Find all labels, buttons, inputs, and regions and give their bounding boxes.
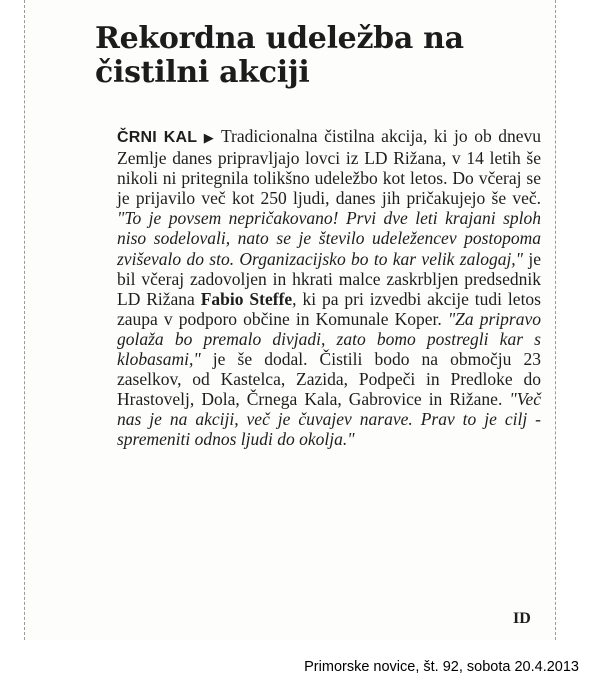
quote-text: "Več nas je na akciji, več je čuvajev narave. Prav to je cilj - spremeniti odnos ljudi do okolja."	[117, 389, 542, 450]
author-signature: ID	[513, 610, 531, 627]
article-body	[117, 126, 541, 450]
paragraph-text: je še dodal. Čistili bodo na območju 23 zaselkov, od Kastelca, Zazida, Podpeči in Predloke do Hrastovelj, Dola, Črnega Kala, Gabrovice in Rižane.	[117, 349, 542, 410]
person-name: Fabio Steffe	[200, 288, 293, 309]
headline: Rekordna udeležba na čistilni akciji	[95, 21, 464, 90]
quote-text: "Za pripravo golaža bo premalo divjadi, zato bomo postregli kar s klobasami,"	[117, 308, 541, 370]
dateline: ČRNI KAL	[117, 129, 198, 146]
paragraph-text: Tradicionalna čistilna akcija, ki jo ob dnevu Zemlje danes pripravljajo lovci iz LD Rižana, v 14 letih še nikoli ni pritegnila tolikšno udeležbo kot letos. Do včeraj se je prijavilo več kot 250 ljudi, danes jih pričakujejo še več.	[117, 126, 542, 209]
paragraph-text: je bil včeraj zadovoljen in hkrati malce zaskrbljen predsednik LD Rižana	[117, 248, 541, 309]
quote-text: "To je povsem nepričakovano! Prvi dve leti krajani sploh niso sodelovali, nato se je število udeležencev postopoma zviševalo do sto. Organizacijsko bo to kar velik zalogaj,"	[117, 208, 541, 269]
paragraph-text: , ki pa pri izvedbi akcije tudi letos zaupa v podporo občine in Komunale Koper.	[117, 288, 541, 329]
newspaper-clipping	[24, 0, 556, 640]
source-caption: Primorske novice, št. 92, sobota 20.4.2013	[304, 659, 579, 675]
dateline-arrow-icon: ▶	[203, 130, 216, 145]
